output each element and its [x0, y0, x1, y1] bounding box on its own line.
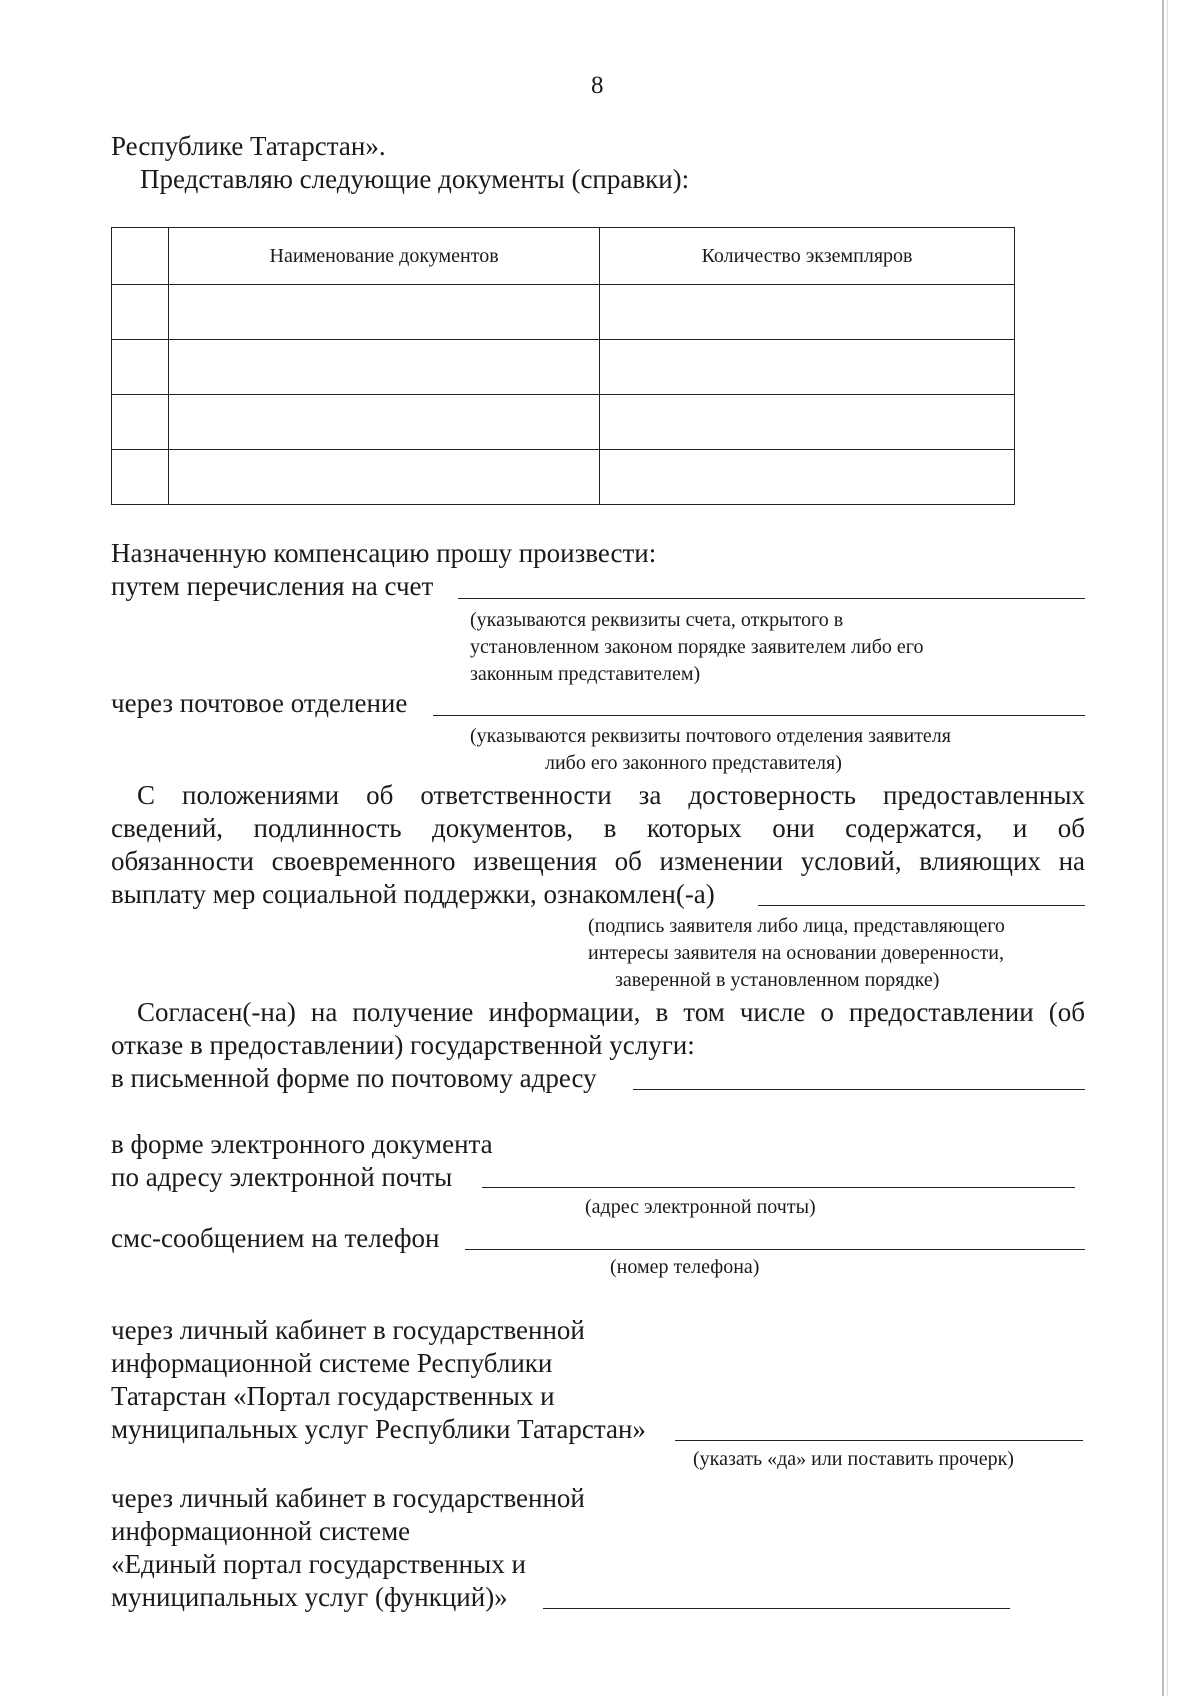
responsibility-line: С положениями об ответственности за достоверность предоставленных — [137, 780, 1085, 810]
post-hint: либо его законного представителя) — [545, 752, 842, 774]
email-label: по адресу электронной почты — [111, 1162, 453, 1192]
table-cell — [112, 285, 169, 340]
account-blank-line — [458, 598, 1085, 599]
portal-rt-line: муниципальных услуг Республики Татарстан» — [111, 1414, 646, 1444]
signature-blank-line — [758, 905, 1085, 906]
consent-line: отказе в предоставлении) государственной услуги: — [111, 1030, 695, 1060]
table-header-quantity: Количество экземпляров — [600, 228, 1015, 285]
table-cell — [169, 285, 600, 340]
table-cell — [112, 395, 169, 450]
portal-rt-line: через личный кабинет в государственной — [111, 1315, 585, 1345]
table-cell — [600, 395, 1015, 450]
table-cell — [600, 450, 1015, 505]
table-cell — [112, 450, 169, 505]
portal-epgu-blank-line — [543, 1608, 1010, 1609]
table-cell — [169, 340, 600, 395]
account-label: путем перечисления на счет — [111, 571, 434, 601]
table-row — [112, 285, 1015, 340]
portal-rt-line: Татарстан «Портал государственных и — [111, 1381, 555, 1411]
page-number: 8 — [591, 72, 604, 99]
page-edge-shadow — [1167, 0, 1168, 1696]
portal-rt-hint: (указать «да» или поставить прочерк) — [693, 1448, 1014, 1470]
responsibility-line: сведений, подлинность документов, в которых они содержатся, и об — [111, 813, 1085, 843]
account-hint: законным представителем) — [470, 663, 701, 685]
portal-epgu-line: через личный кабинет в государственной — [111, 1483, 585, 1513]
table-cell — [112, 340, 169, 395]
account-hint: установленном законом порядке заявителем либо его — [470, 636, 924, 658]
portal-epgu-line: «Единый портал государственных и — [111, 1549, 526, 1579]
electronic-label: в форме электронного документа — [111, 1129, 493, 1159]
table-row — [112, 450, 1015, 505]
sms-label: смс-сообщением на телефон — [111, 1223, 440, 1253]
table-cell — [600, 340, 1015, 395]
compensation-title: Назначенную компенсацию прошу произвести: — [111, 538, 657, 568]
email-hint: (адрес электронной почты) — [585, 1196, 816, 1218]
responsibility-line: обязанности своевременного извещения об изменении условий, влияющих на — [111, 846, 1085, 876]
table-header-number — [112, 228, 169, 285]
table-cell — [169, 395, 600, 450]
portal-rt-line: информационной системе Республики — [111, 1348, 553, 1378]
intro-documents-line: Представляю следующие документы (справки): — [140, 164, 690, 194]
signature-hint: (подпись заявителя либо лица, представляющего — [588, 915, 1005, 937]
post-blank-line — [433, 715, 1085, 716]
email-blank-line — [482, 1187, 1075, 1188]
phone-blank-line — [465, 1249, 1085, 1250]
intro-line: Республике Татарстан». — [111, 131, 386, 161]
portal-epgu-line: информационной системе — [111, 1516, 411, 1546]
signature-hint: интересы заявителя на основании доверенности, — [588, 942, 1004, 964]
signature-hint: заверенной в установленном порядке) — [615, 969, 940, 991]
table-cell — [600, 285, 1015, 340]
table-header-row — [112, 228, 1015, 285]
documents-table — [111, 227, 1015, 505]
table-row — [112, 395, 1015, 450]
post-label: через почтовое отделение — [111, 688, 408, 718]
account-hint: (указываются реквизиты счета, открытого в — [470, 609, 844, 631]
responsibility-last-line: выплату мер социальной поддержки, ознакомлен(-а) — [111, 879, 715, 909]
consent-line: Согласен(-на) на получение информации, в том числе о предоставлении (об — [137, 997, 1085, 1027]
portal-epgu-line: муниципальных услуг (функций)» — [111, 1582, 508, 1612]
phone-hint: (номер телефона) — [610, 1256, 760, 1278]
post-hint: (указываются реквизиты почтового отделения заявителя — [470, 725, 951, 747]
page-edge — [1162, 0, 1164, 1696]
postal-label: в письменной форме по почтовому адресу — [111, 1063, 597, 1093]
table-row — [112, 340, 1015, 395]
portal-rt-blank-line — [675, 1440, 1083, 1441]
postal-blank-line — [633, 1089, 1085, 1090]
table-cell — [169, 450, 600, 505]
table-header-name: Наименование документов — [169, 228, 600, 285]
